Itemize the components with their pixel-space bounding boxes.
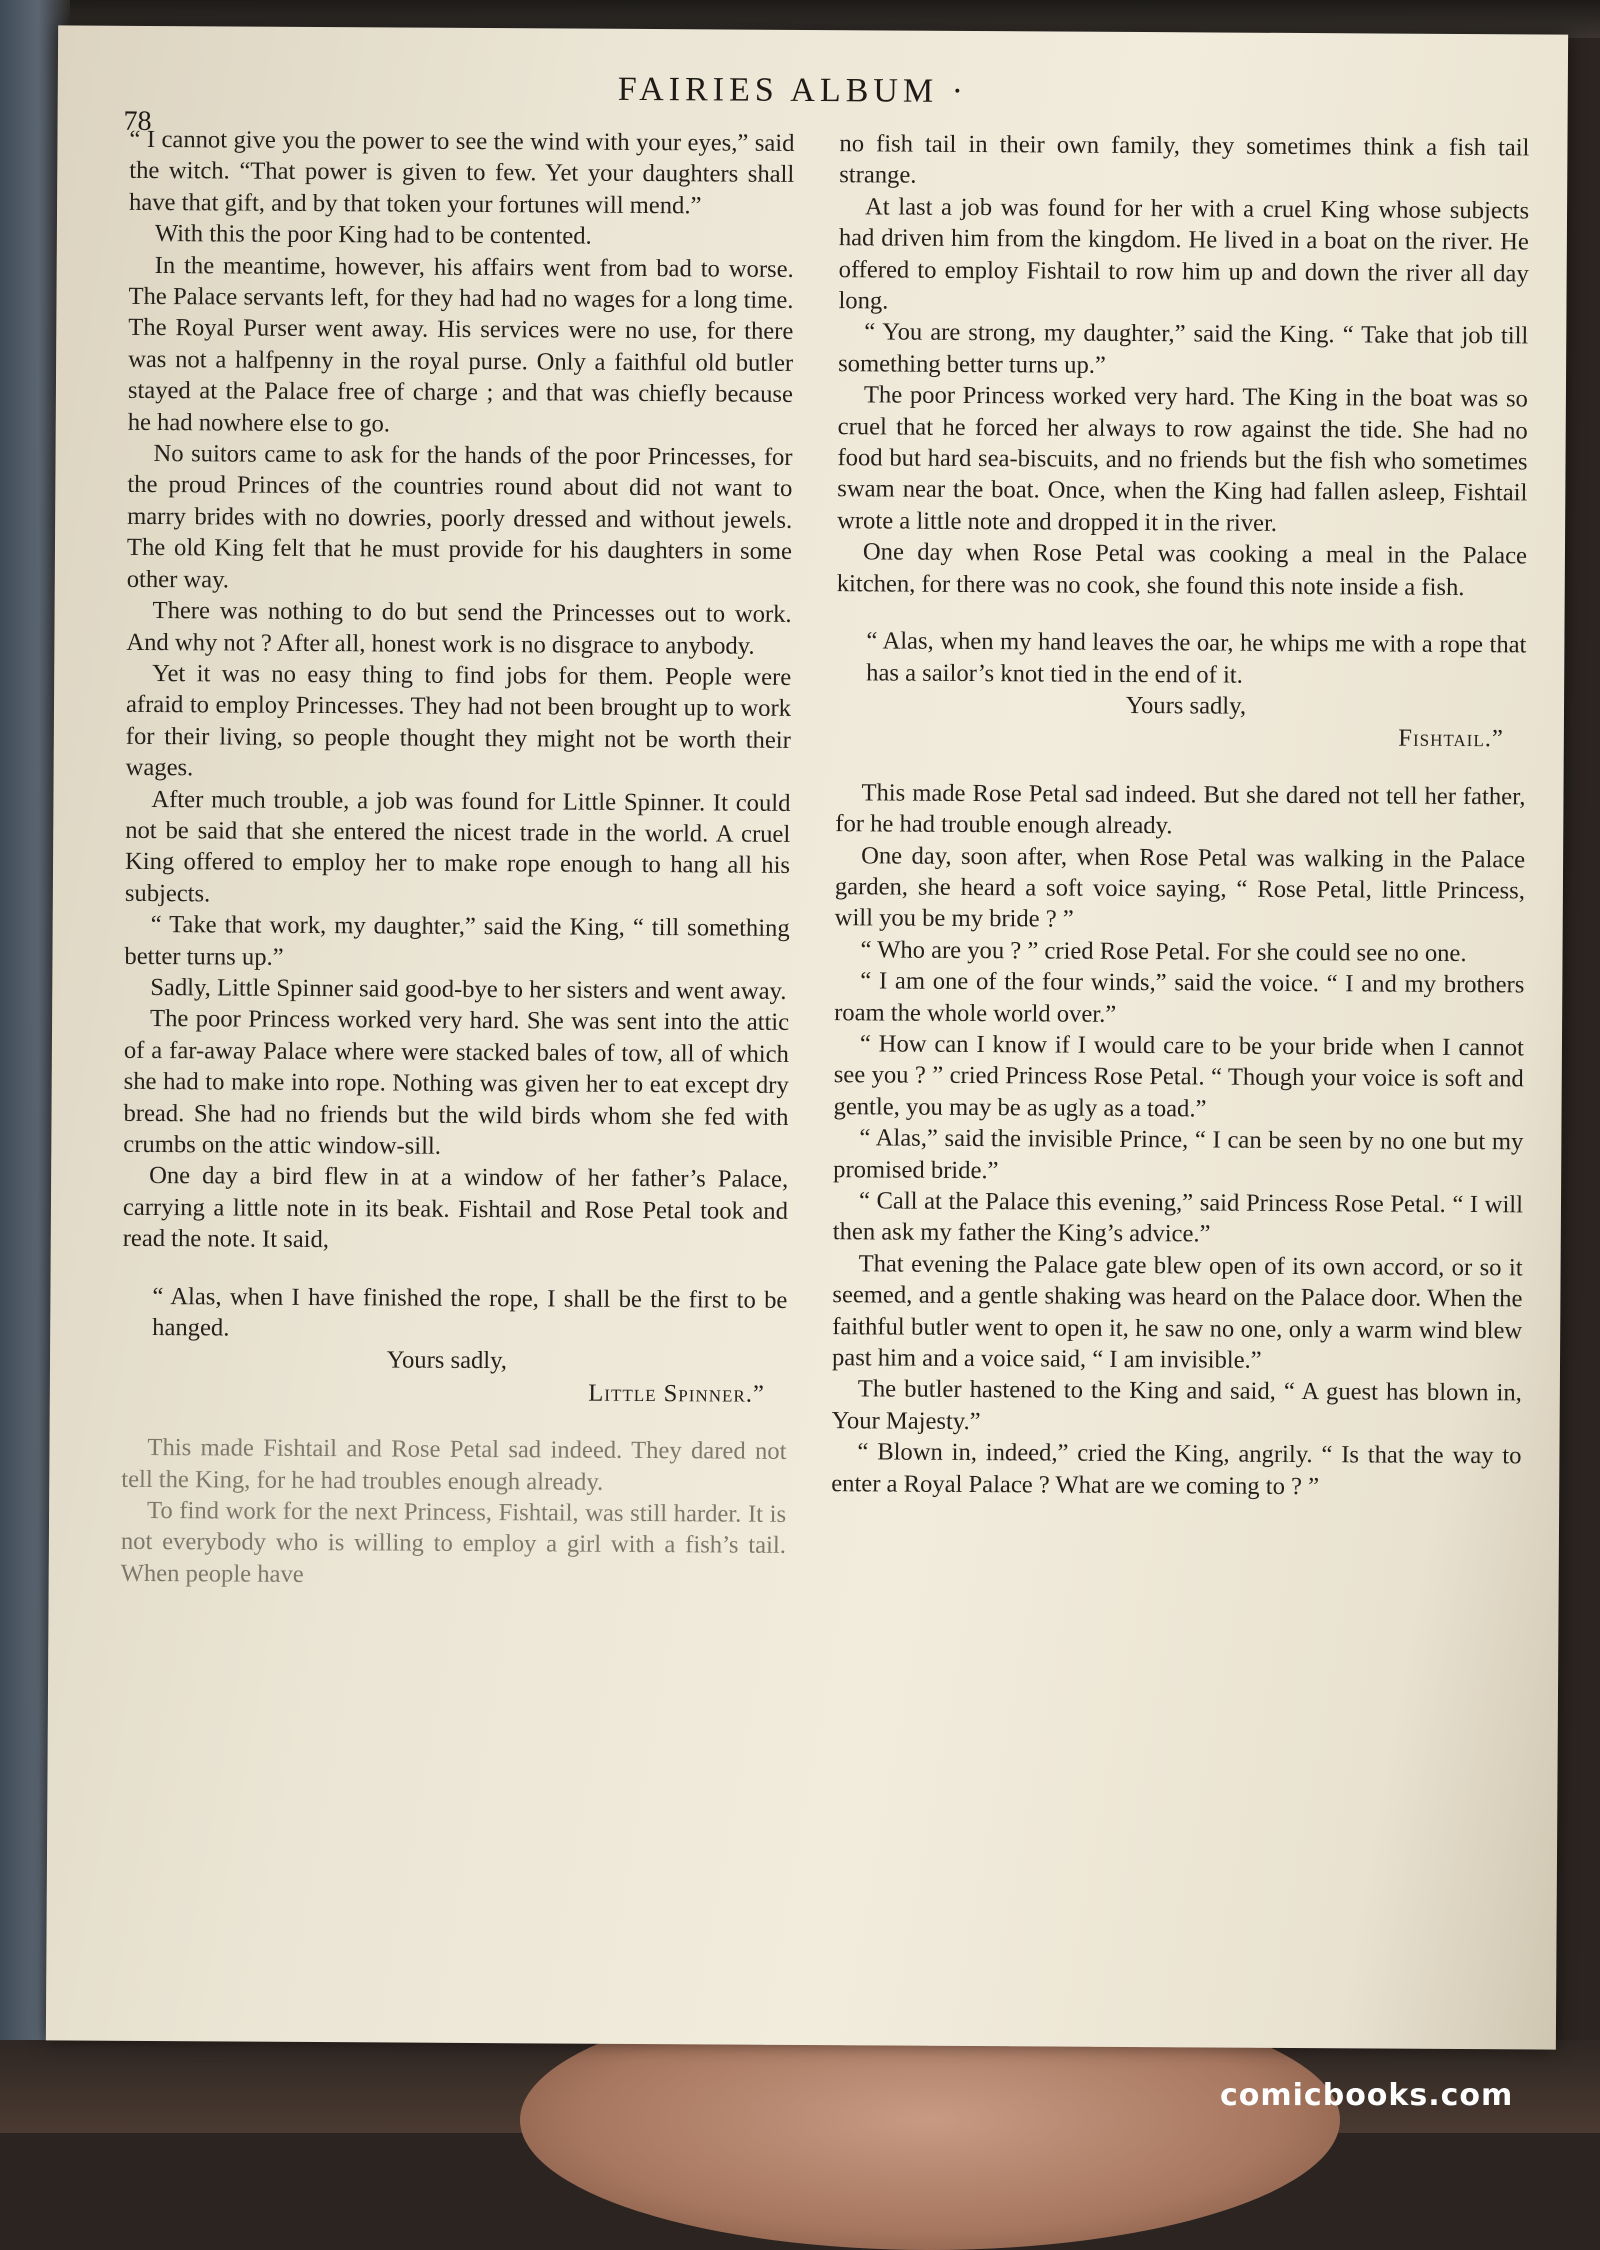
paragraph: One day, soon after, when Rose Petal was walking in the Palace garden, she heard a soft voice saying, “ Rose Petal, little Princess, will you be my bride ? ” bbox=[834, 841, 1526, 933]
paragraph: “ Take that work, my daughter,” said the King, “ till something better turns up.” bbox=[124, 911, 790, 971]
paragraph: “ Call at the Palace this evening,” said Princess Rose Petal. “ I will then ask my father the King’s advice.” bbox=[832, 1187, 1524, 1248]
paragraph: After much trouble, a job was found for Little Spinner. It could not be said that she entered the nicest trade in the world. A cruel King offered to employ her to make rope enough to hang all his subjects. bbox=[124, 785, 791, 908]
letter-closing: Yours sadly, bbox=[386, 1346, 508, 1375]
paragraph: There was nothing to do but send the Princesses out to work. And why not ? After all, honest work is no disgrace to anybody. bbox=[126, 597, 792, 660]
paragraph: Yet it was no easy thing to find jobs for them. People were afraid to employ Princesses. They had not been brought up to work for their living, so people thought they might not be worth their wages. bbox=[125, 659, 792, 782]
paragraph: One day when Rose Petal was cooking a meal in the Palace kitchen, for there was no cook, she found this note inside a fish. bbox=[836, 538, 1528, 601]
page-number: 78 bbox=[123, 105, 152, 137]
running-title: FAIRIES ALBUM · bbox=[617, 70, 969, 110]
paragraph: At last a job was found for her with a cruel King whose subjects had driven him from the kingdom. He lived in a boat on the river. He offered to employ Fishtail to row him up and down the river all day long. bbox=[838, 193, 1530, 315]
paragraph: “ Blown in, indeed,” cried the King, angrily. “ Is that the way to enter a Royal Palace ? What are we coming to ? ” bbox=[831, 1438, 1522, 1500]
paragraph: The poor Princess worked very hard. The King in the boat was so cruel that he forced her always to row against the tide. She had no food but hard sea-biscuits, and no friends but the fish who sometimes swam near the boat. Once, when the King had fallen asleep, Fishtail wrote a little note and dropped it in the river. bbox=[837, 381, 1528, 537]
paragraph: “ Who are you ? ” cried Rose Petal. For she could see no one. bbox=[860, 936, 1467, 967]
paragraph: One day a bird flew in at a window of her father’s Palace, carrying a little note in its beak. Fishtail and Rose Petal took and read the note. It said, bbox=[122, 1162, 789, 1254]
letter-fishtail bbox=[836, 625, 1527, 755]
letter-signature: Fishtail.” bbox=[1398, 724, 1504, 753]
paragraph: That evening the Palace gate blew open of its own accord, or so it seemed, and a gentle shaking was heard on the Palace door. When the faithful butler went to open it, he saw no one, only a warm wind blew past him and a voice said, “ I am invisible.” bbox=[831, 1250, 1523, 1374]
paragraph: “ Alas,” said the invisible Prince, “ I can be seen by no one but my promised bride.” bbox=[833, 1124, 1524, 1184]
paragraph: no fish tail in their own family, they sometimes think a fish tail strange. bbox=[839, 130, 1530, 190]
paragraph: This made Rose Petal sad indeed. But she dared not tell her father, for he had trouble enough already. bbox=[835, 779, 1526, 840]
left-column bbox=[121, 124, 795, 1593]
site-watermark: comicbooks.com bbox=[1220, 2078, 1514, 2113]
letter-signature: Little Spinner.” bbox=[588, 1379, 765, 1408]
paragraph: This made Fishtail and Rose Petal sad indeed. They dared not tell the King, for he had troubles enough already. bbox=[121, 1434, 787, 1496]
paragraph: “ You are strong, my daughter,” said the King. “ Take that job till something better turns up.” bbox=[838, 318, 1529, 379]
paragraph: In the meantime, however, his affairs went from bad to worse. The Palace servants left, for they had had no wages for a long time. The Royal Purser went away. His services were no use, for there was not a halfpenny in the royal purse. Only a faithful old butler stayed at the Palace free of charge ; and that was chiefly because he had nowhere else to go. bbox=[127, 251, 794, 438]
right-column bbox=[831, 128, 1529, 1503]
paragraph: No suitors came to ask for the hands of the poor Princesses, for the proud Princes of the countries round about did not want to marry brides with no dowries, poorly dressed and without jewels. The old King felt that he must provide for his daughters in some other way. bbox=[126, 440, 793, 594]
letter-closing: Yours sadly, bbox=[1125, 691, 1247, 720]
paragraph: “ How can I know if I would care to be your bride when I cannot see you ? ” cried Princess Rose Petal. “ Though your voice is soft and gentle, you may be as ugly as a toad.” bbox=[833, 1030, 1525, 1123]
book-page bbox=[46, 25, 1568, 2049]
paragraph: “ I am one of the four winds,” said the voice. “ I and my brothers roam the whole world over.” bbox=[834, 967, 1525, 1028]
letter-body: “ Alas, when I have finished the rope, I shall be the first to be hanged. bbox=[152, 1282, 788, 1342]
paragraph: Sadly, Little Spinner said good-bye to her sisters and went away. bbox=[150, 973, 787, 1005]
paragraph: The poor Princess worked very hard. She was sent into the attic of a far-away Palace where were stacked bales of tow, all of which she had to make into rope. Nothing was given her to eat except dry bread. She had no friends but the wild birds whom she fed with crumbs on the attic window-sill. bbox=[123, 1005, 790, 1160]
paragraph: “ I cannot give you the power to see the wind with your eyes,” said the witch. “That power is given to few. Yet your daughters shall have that gift, and by that token your fortunes will mend.” bbox=[129, 125, 795, 220]
paragraph: With this the poor King had to be contented. bbox=[154, 220, 592, 250]
letter-body: “ Alas, when my hand leaves the oar, he whips me with a rope that has a sailor’s knot tied in the end of it. bbox=[866, 627, 1527, 689]
paragraph: To find work for the next Princess, Fishtail, was still harder. It is not everybody who is willing to employ a girl with a fish’s tail. When people have bbox=[120, 1497, 787, 1588]
letter-little-spinner bbox=[122, 1280, 788, 1410]
paragraph: The butler hastened to the King and said, “ A guest has blown in, Your Majesty.” bbox=[831, 1375, 1522, 1435]
